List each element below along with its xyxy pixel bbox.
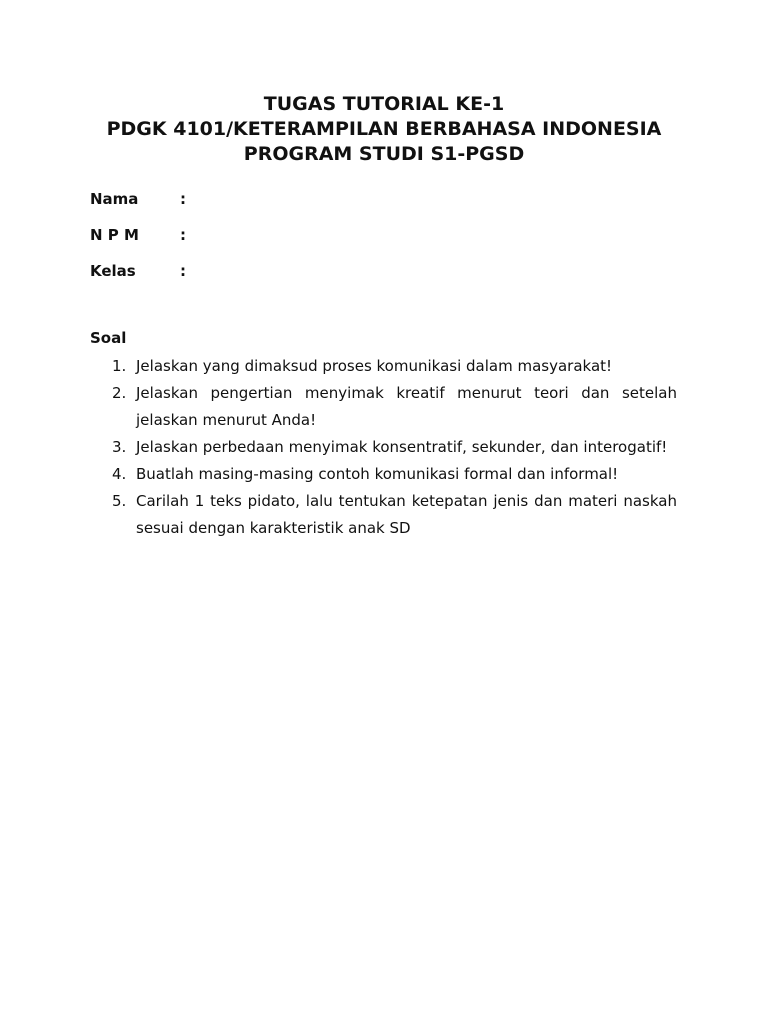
- field-label-nama: Nama: [90, 190, 139, 208]
- header-course: PDGK 4101/KETERAMPILAN BERBAHASA INDONESIA: [106, 118, 662, 140]
- question-item: [90, 488, 677, 542]
- question-text: Jelaskan perbedaan menyimak konsentratif, sekunder, dan interogatif!: [136, 438, 668, 456]
- question-number: 3.: [112, 438, 127, 456]
- question-list: [90, 353, 677, 542]
- soal-heading: Soal: [90, 329, 127, 347]
- field-colon: :: [180, 226, 186, 244]
- field-colon: :: [180, 262, 186, 280]
- question-text: Carilah 1 teks pidato, lalu tentukan ketepatan jenis dan materi naskah sesuai dengan karakteristik anak SD: [136, 492, 677, 537]
- field-label-npm: N P M: [90, 226, 139, 244]
- header-program: PROGRAM STUDI S1-PGSD: [243, 143, 525, 165]
- field-label-kelas: Kelas: [90, 262, 136, 280]
- question-number: 1.: [112, 357, 127, 375]
- question-text: Buatlah masing-masing contoh komunikasi formal dan informal!: [136, 465, 619, 483]
- question-text: Jelaskan pengertian menyimak kreatif menurut teori dan setelah jelaskan menurut Anda!: [136, 384, 677, 429]
- question-item: [90, 353, 677, 380]
- field-colon: :: [180, 190, 186, 208]
- question-item: [90, 380, 677, 434]
- question-item: [90, 434, 677, 461]
- question-text: Jelaskan yang dimaksud proses komunikasi dalam masyarakat!: [136, 357, 613, 375]
- question-number: 2.: [112, 384, 127, 402]
- question-number: 5.: [112, 492, 127, 510]
- document-header: [0, 92, 768, 167]
- question-number: 4.: [112, 465, 127, 483]
- question-item: [90, 461, 677, 488]
- header-title: TUGAS TUTORIAL KE-1: [263, 93, 505, 115]
